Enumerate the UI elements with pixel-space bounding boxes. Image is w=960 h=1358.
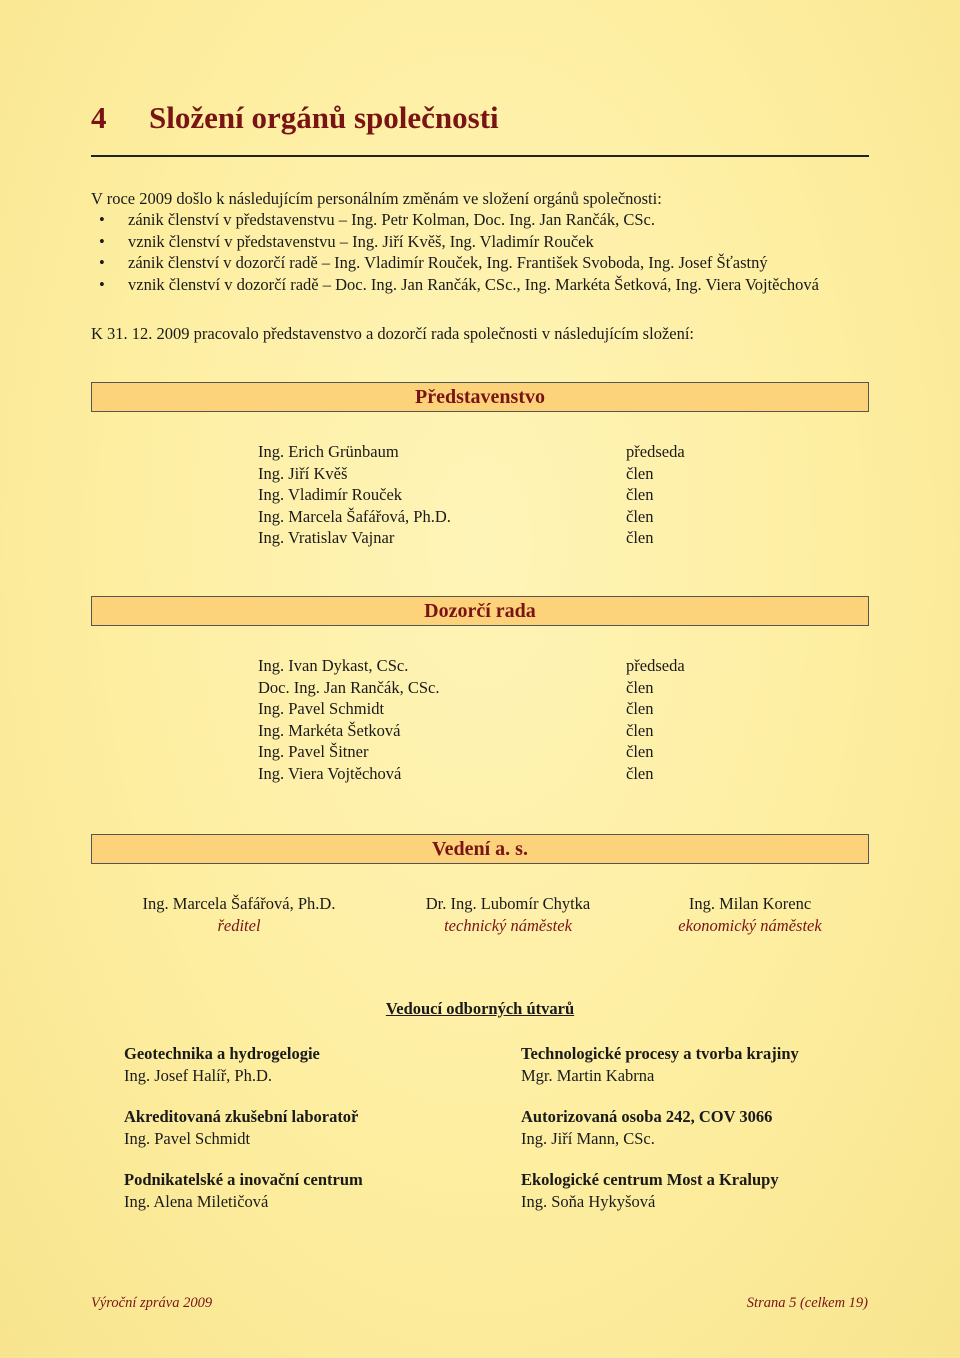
footer-page-number: Strana 5 (celkem 19) bbox=[746, 1295, 868, 1311]
member-name: Ing. Erich Grünbaum bbox=[258, 442, 399, 461]
department-name: Podnikatelské a inovační centrum bbox=[124, 1170, 363, 1189]
member-role: člen bbox=[626, 763, 654, 783]
management-person bbox=[119, 893, 359, 936]
department-name: Autorizovaná osoba 242, COV 3066 bbox=[521, 1107, 773, 1126]
management-person bbox=[630, 893, 870, 936]
change-text: zánik členství v představenstvu – Ing. Petr Kolman, Doc. Ing. Jan Rančák, CSc. bbox=[128, 210, 655, 229]
heads-heading bbox=[0, 999, 960, 1019]
person-name: Ing. Milan Korenc bbox=[688, 894, 812, 913]
member-name: Ing. Pavel Schmidt bbox=[258, 699, 385, 718]
department-name: Technologické procesy a tvorba krajiny bbox=[521, 1044, 799, 1063]
member-role: člen bbox=[626, 720, 654, 740]
department bbox=[521, 1169, 779, 1213]
person-name: Dr. Ing. Lubomír Chytka bbox=[425, 894, 591, 913]
member-role: člen bbox=[626, 506, 654, 526]
member-name: Ing. Vratislav Vajnar bbox=[258, 528, 395, 547]
department-head: Ing. Soňa Hykyšová bbox=[521, 1192, 656, 1211]
change-text: vznik členství v představenstvu – Ing. Jiří Kvěš, Ing. Vladimír Rouček bbox=[128, 231, 594, 251]
chapter-title: Složení orgánů společnosti bbox=[149, 100, 499, 135]
member-name: Ing. Markéta Šetková bbox=[258, 720, 401, 740]
person-name: Ing. Marcela Šafářová, Ph.D. bbox=[142, 894, 336, 913]
board-members bbox=[258, 441, 451, 549]
management-heading: Vedení a. s. bbox=[91, 834, 869, 864]
supervisory-roles bbox=[626, 655, 685, 784]
member-name: Ing. Vladimír Rouček bbox=[258, 485, 403, 504]
heading-rule bbox=[91, 155, 869, 157]
change-text: zánik členství v dozorčí radě – Ing. Vladimír Rouček, Ing. František Svoboda, Ing. Josef Šťastný bbox=[128, 253, 768, 272]
board-heading: Představenstvo bbox=[91, 382, 869, 412]
member-role: předseda bbox=[626, 442, 685, 461]
department-head: Ing. Jiří Mann, CSc. bbox=[521, 1129, 655, 1148]
member-role: člen bbox=[626, 677, 654, 697]
management-person bbox=[388, 893, 628, 936]
department bbox=[124, 1043, 320, 1087]
person-title: ředitel bbox=[217, 915, 261, 935]
member-name: Doc. Ing. Jan Rančák, CSc. bbox=[258, 677, 440, 697]
department-name: Ekologické centrum Most a Kralupy bbox=[521, 1170, 779, 1189]
supervisory-heading: Dozorčí rada bbox=[91, 596, 869, 626]
bullet-icon: • bbox=[99, 231, 105, 251]
department bbox=[124, 1169, 363, 1213]
member-role: člen bbox=[626, 742, 654, 761]
change-text: vznik členství v dozorčí radě – Doc. Ing. Jan Rančák, CSc., Ing. Markéta Šetková, Ing. Viera Vojtěchová bbox=[128, 274, 819, 294]
supervisory-members bbox=[258, 655, 439, 784]
department-head: Ing. Alena Miletičová bbox=[124, 1192, 269, 1211]
bullet-icon: • bbox=[99, 210, 105, 229]
status-text: K 31. 12. 2009 pracovalo představenstvo a dozorčí rada společnosti v následujícím složení: bbox=[91, 324, 695, 343]
bullet-icon: • bbox=[99, 274, 105, 294]
member-role: člen bbox=[626, 699, 654, 718]
department bbox=[124, 1106, 358, 1150]
department-head: Mgr. Martin Kabrna bbox=[521, 1066, 655, 1085]
member-role: předseda bbox=[626, 656, 685, 675]
department-head: Ing. Josef Halíř, Ph.D. bbox=[124, 1066, 273, 1085]
bullet-icon: • bbox=[99, 253, 105, 272]
department-name: Akreditovaná zkušební laboratoř bbox=[124, 1107, 359, 1126]
member-role: člen bbox=[626, 528, 654, 547]
member-role: člen bbox=[626, 485, 654, 504]
department bbox=[521, 1043, 799, 1087]
member-role: člen bbox=[626, 463, 654, 483]
member-name: Ing. Ivan Dykast, CSc. bbox=[258, 656, 409, 675]
member-name: Ing. Viera Vojtěchová bbox=[258, 763, 402, 783]
chapter-number: 4 bbox=[91, 100, 107, 135]
person-title: technický náměstek bbox=[444, 915, 572, 935]
member-name: Ing. Marcela Šafářová, Ph.D. bbox=[258, 506, 451, 526]
department-head: Ing. Pavel Schmidt bbox=[124, 1129, 251, 1148]
intro-text: V roce 2009 došlo k následujícím personálním změnám ve složení orgánů společnosti: bbox=[91, 189, 662, 208]
department-name: Geotechnika a hydrogelogie bbox=[124, 1044, 320, 1063]
member-name: Ing. Jiří Kvěš bbox=[258, 463, 348, 483]
footer-report-title: Výroční zpráva 2009 bbox=[91, 1295, 213, 1311]
person-title: ekonomický náměstek bbox=[678, 915, 822, 935]
member-name: Ing. Pavel Šitner bbox=[258, 742, 369, 761]
department bbox=[521, 1106, 772, 1150]
board-roles bbox=[626, 441, 685, 549]
heads-heading-text: Vedoucí odborných útvarů bbox=[385, 999, 575, 1018]
